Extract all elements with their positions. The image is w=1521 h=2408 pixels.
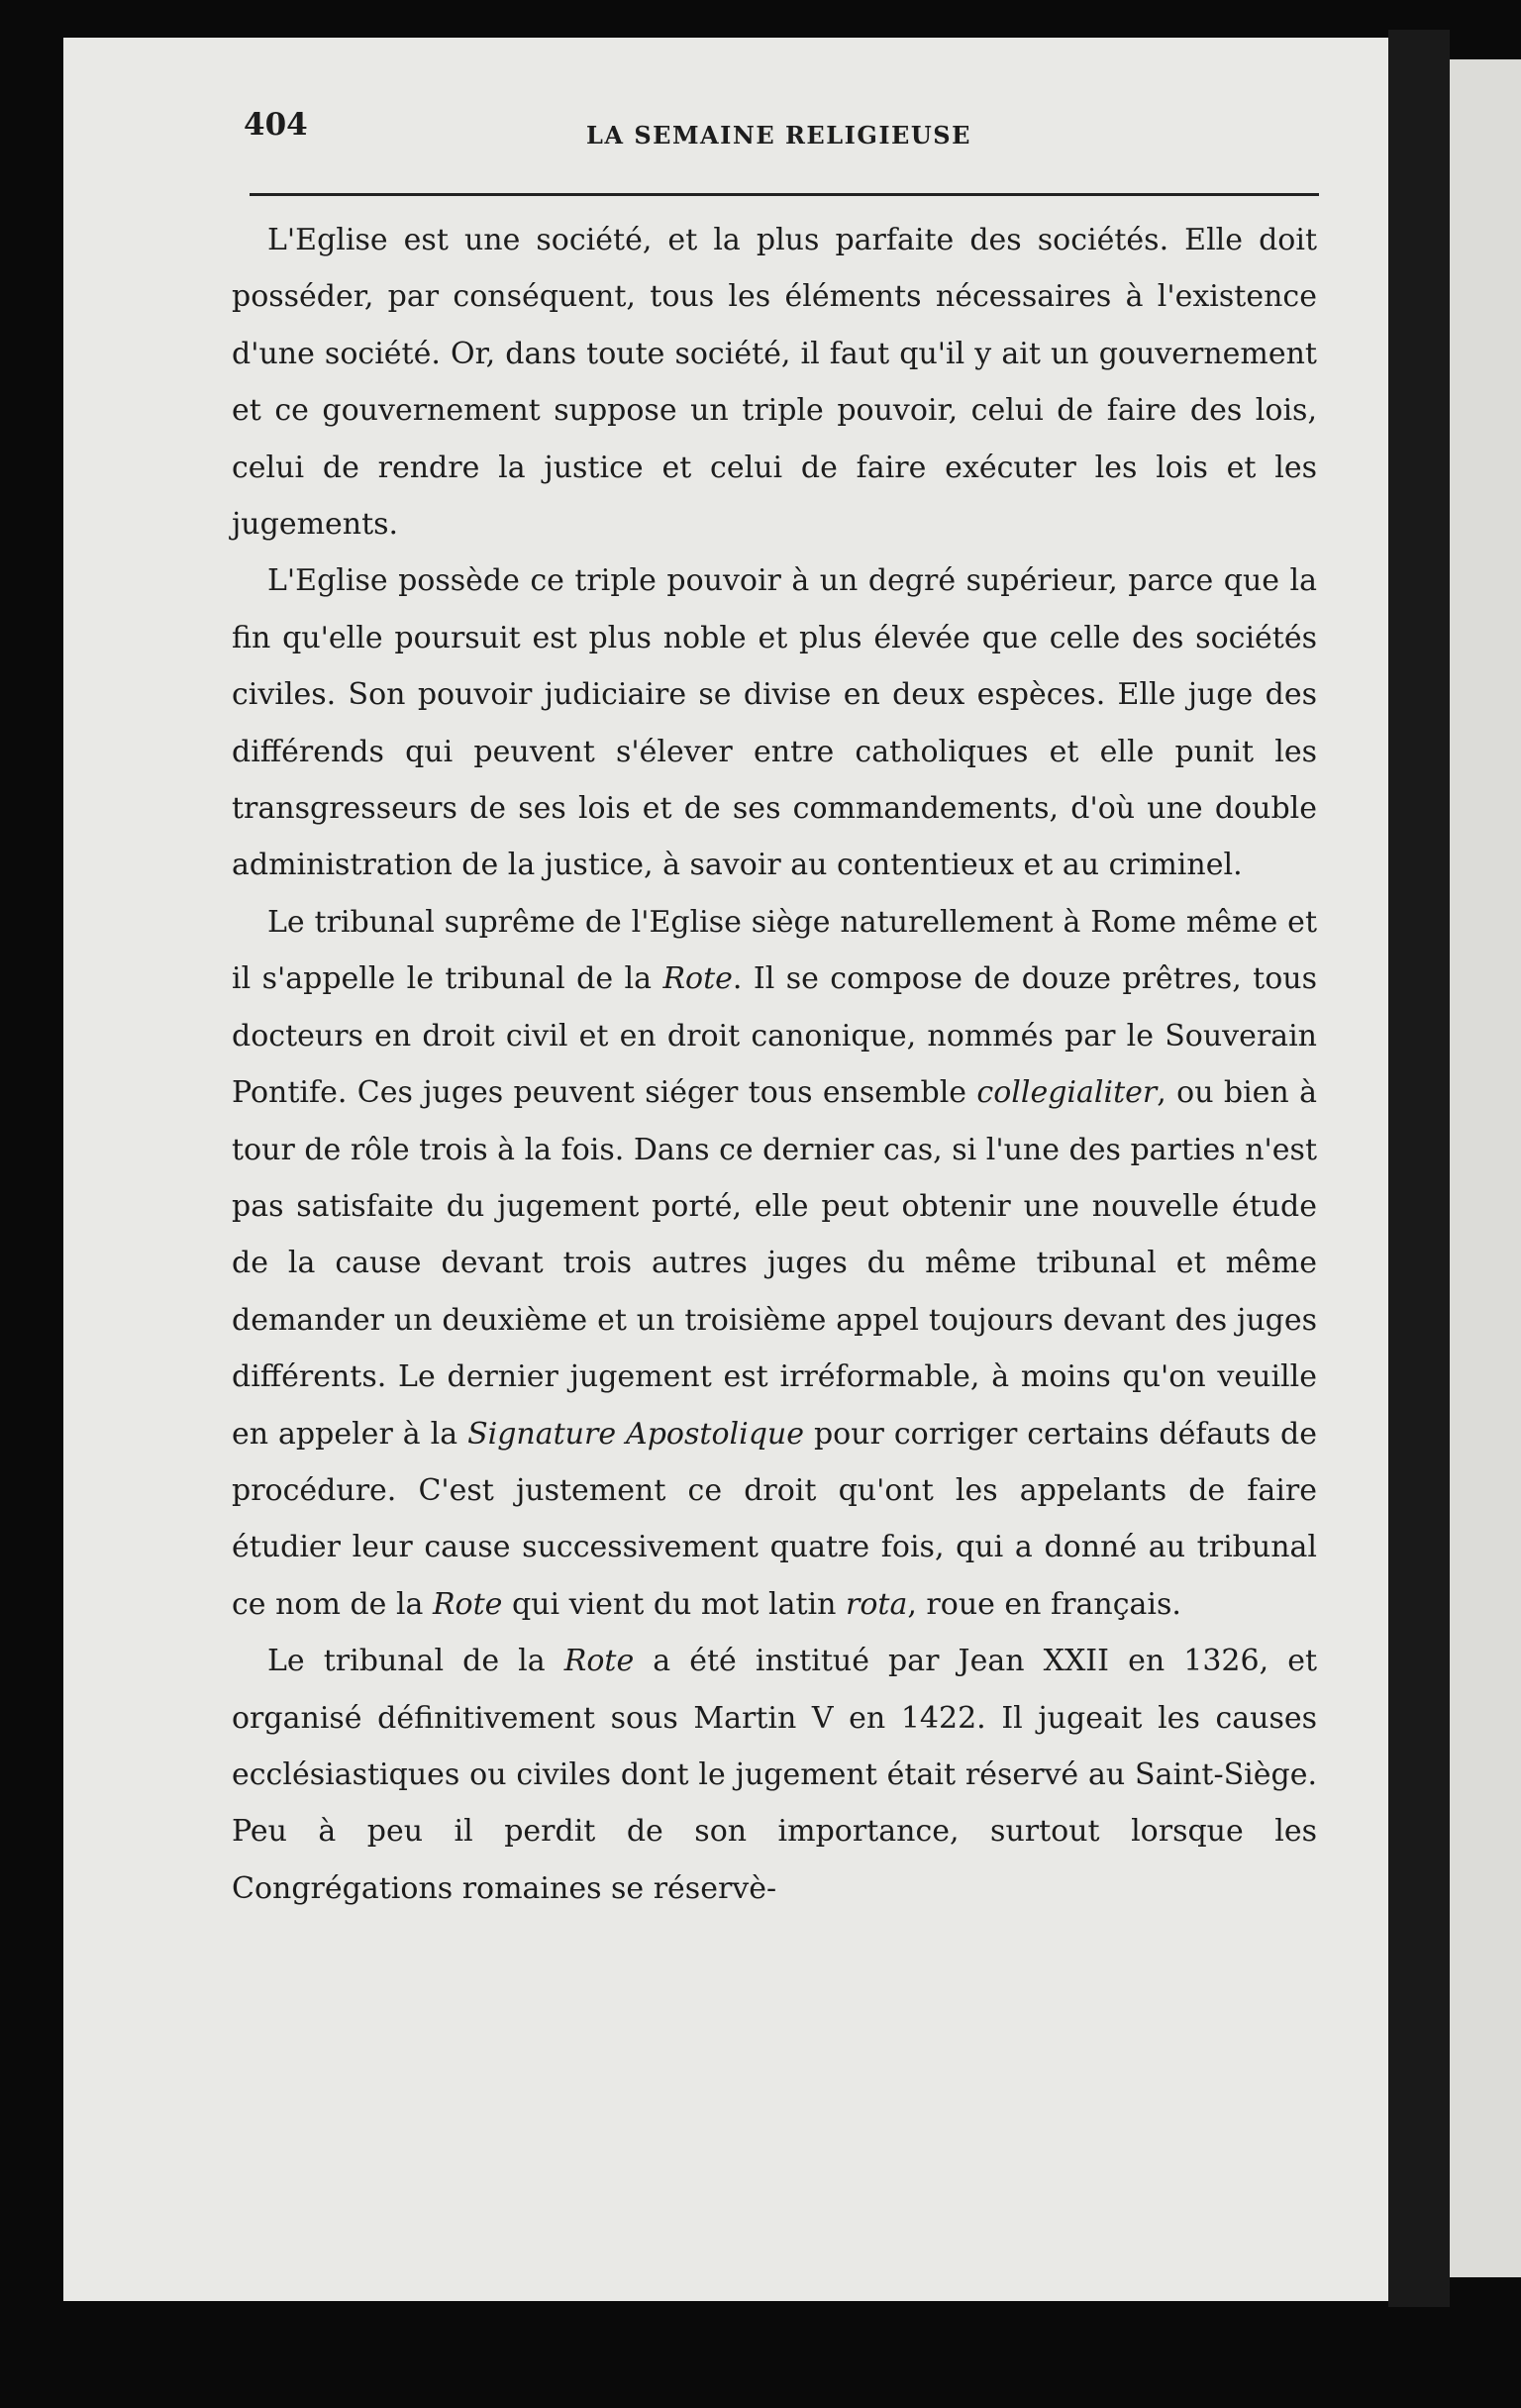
body-text — [232, 212, 1317, 1917]
paragraph-2 — [232, 552, 1317, 893]
italic-rote: Rote — [432, 1586, 503, 1622]
italic-rote: Rote — [563, 1644, 635, 1679]
italic-rota: rota — [846, 1586, 908, 1622]
paragraph-1 — [232, 212, 1317, 552]
italic-rote: Rote — [662, 961, 733, 997]
paragraph-3-text-d: pour corriger certains défauts de procédure. C'est justement ce droit qu'ont les appelants de faire étudier leur cause successivement quatre fois, qui a donné au tribunal ce nom de la — [232, 1416, 1318, 1622]
paragraph-3-text-b: . Il se compose de douze prêtres, tous docteurs en droit civil et en droit canonique, nommés par le Souverain Pontife. Ces juges peuvent siéger tous ensemble — [232, 961, 1317, 1111]
running-title: LA SEMAINE RELIGIEUSE — [586, 121, 971, 150]
italic-collegialiter: collegialiter — [976, 1075, 1158, 1111]
paragraph-3-text-a: Le tribunal suprême de l'Eglise siège naturellement à Rome même et il s'appelle le tribunal de la — [232, 904, 1317, 997]
page-number: 404 — [244, 107, 308, 143]
adjacent-page-edge — [1450, 59, 1521, 2277]
paragraph-3-text-c: , ou bien à tour de rôle trois à la fois. Dans ce dernier cas, si l'une des parties n'est pas satisfaite du jugement porté, elle peut obtenir une nouvelle étude de la cause devant trois autres juges du même tribunal et même demander un deuxième et un troisième appel toujours devant des juges différents. Le dernier jugement est irréformable, à moins qu'on veuille en appeler à la — [232, 1075, 1317, 1452]
paragraph-2-text: L'Eglise possède ce triple pouvoir à un degré supérieur, parce que la fin qu'elle poursuit est plus noble et plus élevée que celle des sociétés civiles. Son pouvoir judiciaire se divise en deux espèces. Elle juge des différends qui peuvent s'élever entre catholiques et elle punit les transgresseurs de ses lois et de ses commandements, d'où une double administration de la justice, à savoir au contentieux et au criminel. — [232, 563, 1317, 883]
paragraph-4 — [232, 1633, 1317, 1917]
paragraph-4-text-b: a été institué par Jean XXII en 1326, et organisé définitivement sous Martin V en 1422. Il jugeait les causes ecclésiastiques ou civiles dont le jugement était réservé au Saint-Siège. Peu à peu il perdit de son importance, surtout lorsque les Congrégations romaines se réservè- — [232, 1644, 1317, 1906]
paragraph-1-text: L'Eglise est une société, et la plus parfaite des sociétés. Elle doit posséder, par conséquent, tous les éléments nécessaires à l'existence d'une société. Or, dans toute société, il faut qu'il y ait un gouvernement et ce gouvernement suppose un triple pouvoir, celui de faire des lois, celui de rendre la justice et celui de faire exécuter les lois et les jugements. — [232, 223, 1317, 543]
paragraph-3-text-f: , roue en français. — [907, 1586, 1181, 1622]
paragraph-4-text-a: Le tribunal de la — [267, 1644, 564, 1679]
italic-signature-apostolique: Signature Apostolique — [467, 1416, 804, 1452]
header-rule — [250, 193, 1319, 196]
paragraph-3-text-e: qui vient du mot latin — [502, 1586, 846, 1622]
page-header — [244, 101, 1317, 164]
paragraph-3 — [232, 894, 1317, 1633]
book-gutter-shadow — [1388, 30, 1450, 2307]
